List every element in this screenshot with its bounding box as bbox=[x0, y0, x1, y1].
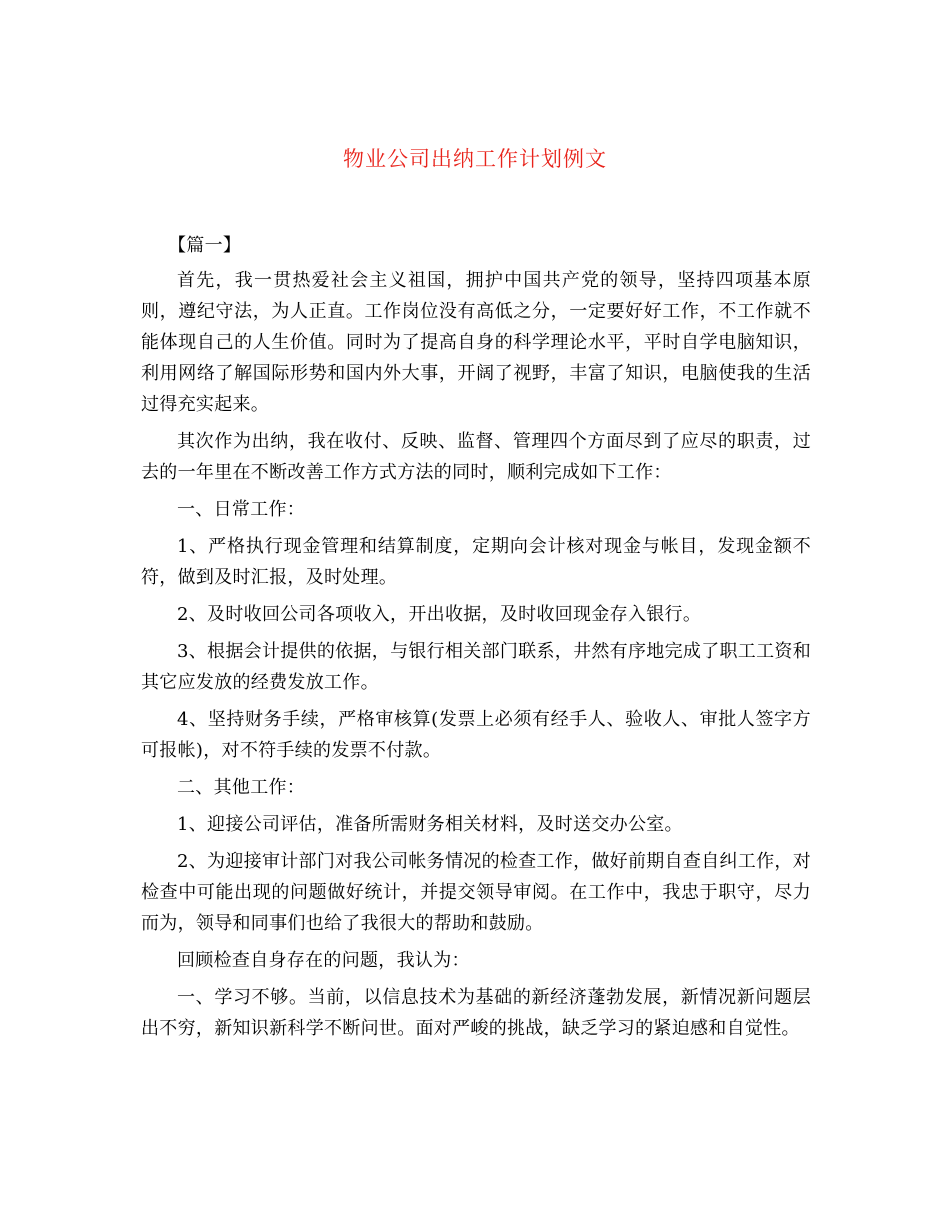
paragraph-duties: 其次作为出纳，我在收付、反映、监督、管理四个方面尽到了应尽的职责，过去的一年里在不断改善工作方式方法的同时，顺利完成如下工作： bbox=[141, 431, 811, 483]
heading-daily-work: 一、日常工作： bbox=[177, 499, 306, 520]
document-title: 物业公司出纳工作计划例文 bbox=[343, 147, 607, 171]
daily-item-1: 1、严格执行现金管理和结算制度，定期向会计核对现金与帐目，发现金额不符，做到及时汇报，及时处理。 bbox=[141, 536, 811, 588]
section-label: 【篇一】 bbox=[168, 235, 242, 256]
daily-item-2: 2、及时收回公司各项收入，开出收据，及时收回现金存入银行。 bbox=[177, 604, 702, 625]
daily-item-3: 3、根据会计提供的依据，与银行相关部门联系，井然有序地完成了职工工资和其它应发放的经费发放工作。 bbox=[141, 641, 811, 693]
other-item-2: 2、为迎接审计部门对我公司帐务情况的检查工作，做好前期自查自纠工作，对检查中可能出现的问题做好统计，并提交领导审阅。在工作中，我忠于职守，尽力而为，领导和同事们也给了我很大的帮助和鼓励。 bbox=[141, 851, 811, 934]
daily-item-4: 4、坚持财务手续，严格审核算(发票上必须有经手人、验收人、审批人签字方可报帐)，对不符手续的发票不付款。 bbox=[141, 709, 811, 761]
heading-other-work: 二、其他工作： bbox=[177, 777, 306, 798]
other-item-1: 1、迎接公司评估，准备所需财务相关材料，及时送交办公室。 bbox=[177, 814, 683, 835]
paragraph-review: 回顾检查自身存在的问题，我认为： bbox=[177, 950, 470, 971]
paragraph-intro: 首先，我一贯热爱社会主义祖国，拥护中国共产党的领导，坚持四项基本原则，遵纪守法，为人正直。工作岗位没有高低之分，一定要好好工作，不工作就不能体现自己的人生价值。同时为了提高自身的科学理论水平，平时自学电脑知识，利用网络了解国际形势和国内外大事，开阔了视野，丰富了知识，电脑使我的生活过得充实起来。 bbox=[141, 270, 811, 415]
document-body bbox=[141, 230, 811, 1050]
problem-item-1: 一、学习不够。当前，以信息技术为基础的新经济蓬勃发展，新情况新问题层出不穷，新知识新科学不断问世。面对严峻的挑战，缺乏学习的紧迫感和自觉性。 bbox=[141, 987, 811, 1039]
